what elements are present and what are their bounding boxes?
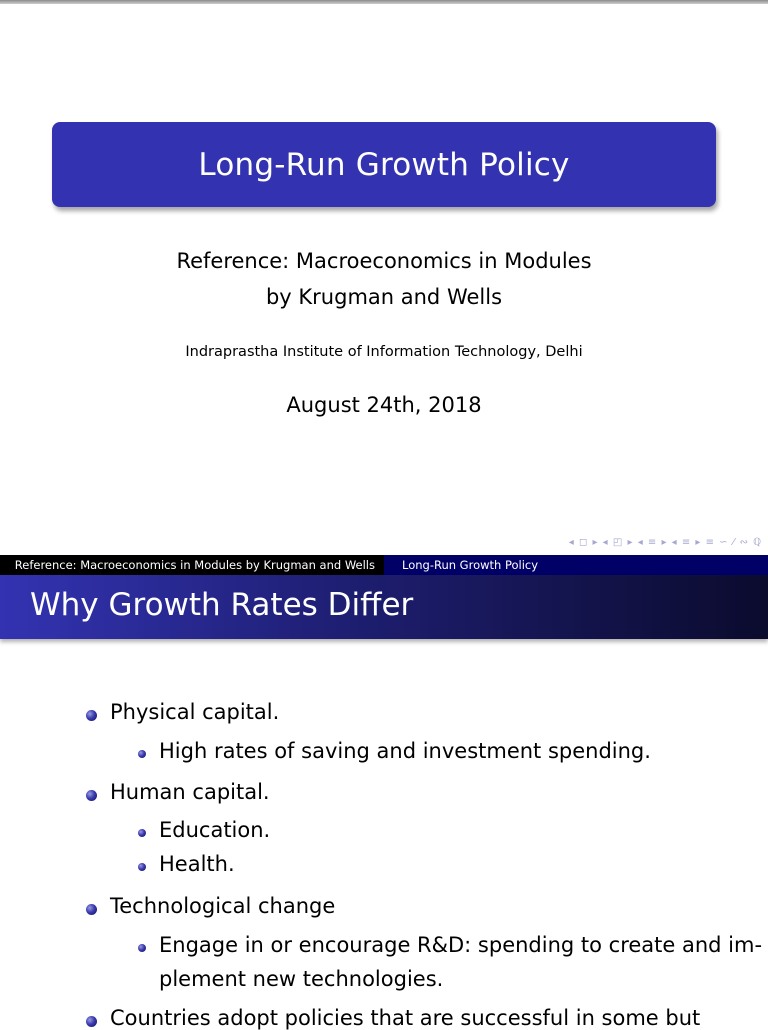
list-item: Engage in or encourage R&D: spending to create and im- xyxy=(159,933,763,957)
sub-bullet-icon xyxy=(138,863,146,871)
list-item: Education. xyxy=(159,818,271,842)
list-item: Health. xyxy=(159,852,235,876)
beamer-navigation-symbols[interactable]: ◂ ◻ ▸ ◂ ◰ ▸ ◂ ≡ ▸ ◂ ≡ ▸ ≡ ∽ ⁄ ∾ ℚ xyxy=(568,537,762,548)
list-item: High rates of saving and investment spending. xyxy=(159,739,651,763)
frame-title-bar xyxy=(0,575,768,639)
subtitle-line-2: by Krugman and Wells xyxy=(265,285,503,309)
list-item-continuation: plement new technologies. xyxy=(159,967,444,991)
sub-bullet-icon xyxy=(138,944,146,952)
list-item: Human capital. xyxy=(110,780,270,804)
subtitle-line-1: Reference: Macroeconomics in Modules xyxy=(176,249,592,273)
headline-title: Long-Run Growth Policy xyxy=(384,555,768,575)
headline-bar xyxy=(0,555,768,575)
bullet-icon xyxy=(86,904,97,915)
headline-reference: Reference: Macroeconomics in Modules by Krugman and Wells xyxy=(0,555,384,575)
bullet-icon xyxy=(86,790,97,801)
slide-title: Long-Run Growth Policy xyxy=(198,146,570,183)
sub-bullet-icon xyxy=(138,829,146,837)
title-slide xyxy=(0,4,768,552)
presentation-date: August 24th, 2018 xyxy=(286,393,482,417)
frame-title: Why Growth Rates Differ xyxy=(30,587,414,623)
sub-bullet-icon xyxy=(138,750,146,758)
list-item: Physical capital. xyxy=(110,700,280,724)
institute-name: Indraprastha Institute of Information Technology, Delhi xyxy=(185,344,583,360)
list-item: Technological change xyxy=(110,894,336,918)
list-item: Countries adopt policies that are successful in some but xyxy=(110,1006,701,1030)
title-box xyxy=(52,122,716,207)
bullet-icon xyxy=(86,710,97,721)
bullet-icon xyxy=(86,1016,97,1027)
